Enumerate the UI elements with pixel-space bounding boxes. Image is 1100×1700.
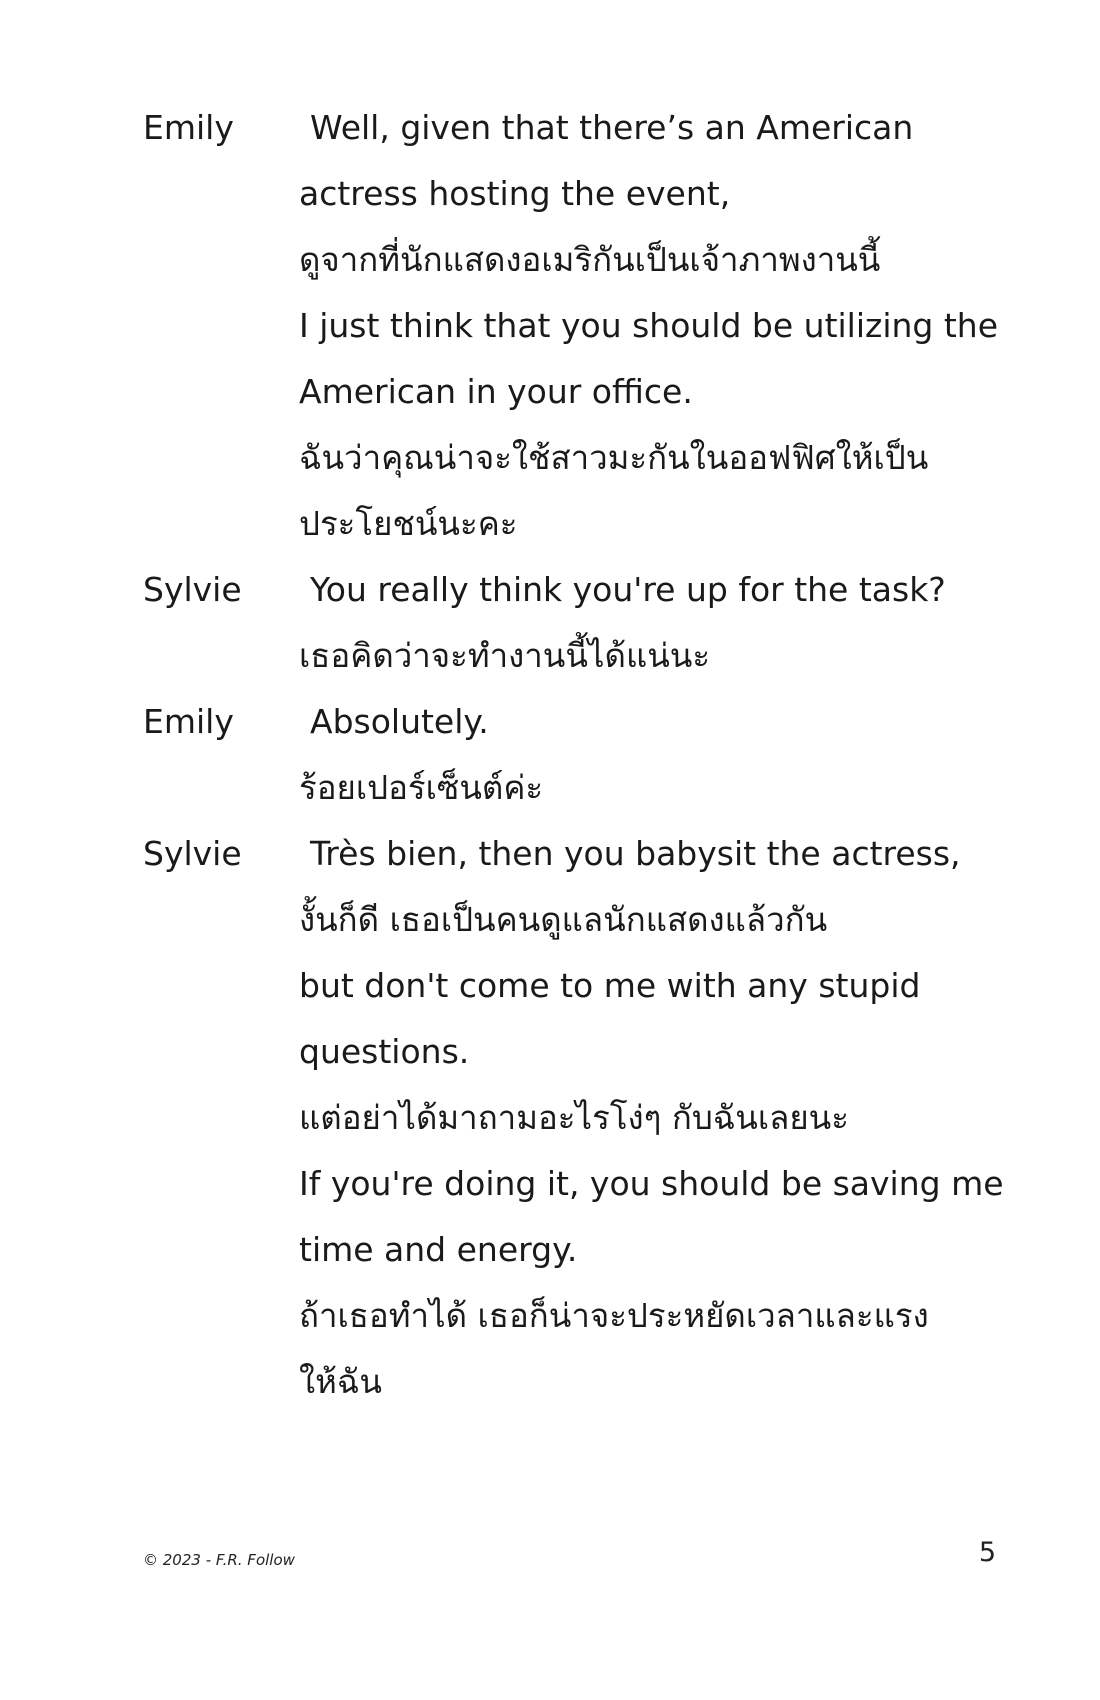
dialogue-line: ร้อยเปอร์เซ็นต์ค่ะ xyxy=(299,768,544,807)
dialogue-turn xyxy=(143,95,1013,557)
dialogue-line: I just think that you should be utilizing the xyxy=(299,306,999,345)
dialogue-line: questions. xyxy=(299,1032,470,1071)
dialogue-line: ถ้าเธอทำได้ เธอก็น่าจะประหยัดเวลาและแรง xyxy=(299,1296,929,1335)
dialogue-line: but don't come to me with any stupid xyxy=(299,966,921,1005)
dialogue-turn xyxy=(143,557,1013,689)
dialogue-line: ประโยชน์นะคะ xyxy=(299,504,518,543)
dialogue-line: Absolutely. xyxy=(310,702,489,741)
dialogue-line: Well, given that there’s an American xyxy=(310,108,914,147)
dialogue-line: Très bien, then you babysit the actress, xyxy=(310,834,961,873)
page-number: 5 xyxy=(978,1537,996,1568)
dialogue-line: แต่อย่าได้มาถามอะไรโง่ๆ กับฉันเลยนะ xyxy=(299,1098,849,1137)
dialogue-line: ฉันว่าคุณน่าจะใช้สาวมะกันในออฟฟิศให้เป็น xyxy=(299,438,929,477)
dialogue-line: actress hosting the event, xyxy=(299,174,731,213)
speaker-name: Emily xyxy=(143,702,234,741)
dialogue-script xyxy=(143,95,1013,1415)
dialogue-lines xyxy=(299,821,1013,1415)
dialogue-turn xyxy=(143,689,1013,821)
dialogue-line: You really think you're up for the task? xyxy=(310,570,946,609)
speaker-name: Sylvie xyxy=(143,834,242,873)
dialogue-line: งั้นก็ดี เธอเป็นคนดูแลนักแสดงแล้วกัน xyxy=(299,900,828,939)
dialogue-line: American in your office. xyxy=(299,372,693,411)
dialogue-turn xyxy=(143,821,1013,1415)
dialogue-lines xyxy=(299,557,1013,689)
dialogue-lines xyxy=(299,95,1013,557)
dialogue-line: ให้ฉัน xyxy=(299,1362,382,1401)
dialogue-line: เธอคิดว่าจะทำงานนี้ได้แน่นะ xyxy=(299,636,711,675)
speaker-name: Emily xyxy=(143,108,234,147)
dialogue-lines xyxy=(299,689,1013,821)
copyright-notice: © 2023 - F.R. Follow xyxy=(143,1551,295,1569)
dialogue-line: ดูจากที่นักแสดงอเมริกันเป็นเจ้าภาพงานนี้ xyxy=(299,240,881,279)
dialogue-line: time and energy. xyxy=(299,1230,578,1269)
speaker-name: Sylvie xyxy=(143,570,242,609)
dialogue-line: If you're doing it, you should be saving me xyxy=(299,1164,1004,1203)
